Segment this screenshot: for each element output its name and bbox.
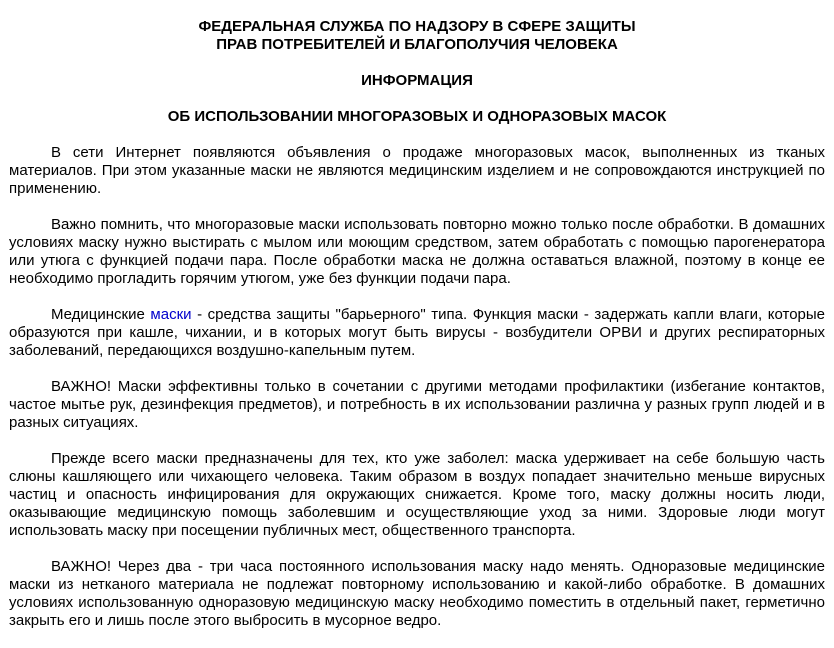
- paragraph-6: ВАЖНО! Через два - три часа постоянного использования маску надо менять. Одноразовые медицинские маски из нетканого материала не подлежат повторному использованию и какой-либо обработке. В домашних условиях использованную одноразовую медицинскую маску необходимо поместить в отдельный пакет, герметично закрыть его и лишь после этого выбросить в мусорное ведро.: [9, 558, 825, 629]
- paragraph-1: В сети Интернет появляются объявления о продаже многоразовых масок, выполненных из тканых материалов. При этом указанные маски не являются медицинским изделием и не сопровождаются инструкцией по применению.: [9, 144, 825, 197]
- paragraph-3-start: Медицинские: [51, 306, 151, 323]
- masks-link[interactable]: маски: [150, 306, 192, 323]
- document-title: ОБ ИСПОЛЬЗОВАНИИ МНОГОРАЗОВЫХ И ОДНОРАЗОВЫХ МАСОК: [167, 108, 667, 125]
- paragraph-2: Важно помнить, что многоразовые маски использовать повторно можно только после обработки. В домашних условиях маску нужно выстирать с мылом или моющим средством, затем обработать с помощью парогенератора или утюга с функцией подачи пара. После обработки маска не должна оставаться влажной, поэтому в конце ее необходимо прогладить горячим утюгом, уже без функции подачи пара.: [9, 216, 825, 287]
- agency-header-line-2: ПРАВ ПОТРЕБИТЕЛЕЙ И БЛАГОПОЛУЧИЯ ЧЕЛОВЕКА: [216, 36, 618, 53]
- document-body: [9, 144, 825, 630]
- paragraph-3-rest: - средства защиты "барьерного" типа. Функция маски - задержать капли влаги, которые образуются при кашле, чихании, и в которых могут быть вирусы - возбудители ОРВИ и других респираторных заболеваний, передающихся воздушно-капельным путем.: [9, 306, 825, 359]
- agency-header: [9, 18, 825, 54]
- agency-header-line-1: ФЕДЕРАЛЬНАЯ СЛУЖБА ПО НАДЗОРУ В СФЕРЕ ЗАЩИТЫ: [198, 18, 636, 35]
- info-title: ИНФОРМАЦИЯ: [361, 72, 473, 89]
- paragraph-3: [9, 306, 825, 360]
- paragraph-5: Прежде всего маски предназначены для тех, кто уже заболел: маска удерживает на себе большую часть слюны кашляющего или чихающего человека. Таким образом в воздух попадает значительно меньше вирусных частиц и опасность инфицирования для окружающих снижается. Кроме того, маску должны носить люди, оказывающие медицинскую помощь заболевшим и осуществляющие уход за ними. Здоровые люди могут использовать маску при посещении публичных мест, общественного транспорта.: [9, 450, 825, 539]
- paragraph-4: ВАЖНО! Маски эффективны только в сочетании с другими методами профилактики (избегание контактов, частое мытье рук, дезинфекция предметов), и потребность в их использовании различна у разных групп людей и в разных ситуациях.: [9, 378, 825, 431]
